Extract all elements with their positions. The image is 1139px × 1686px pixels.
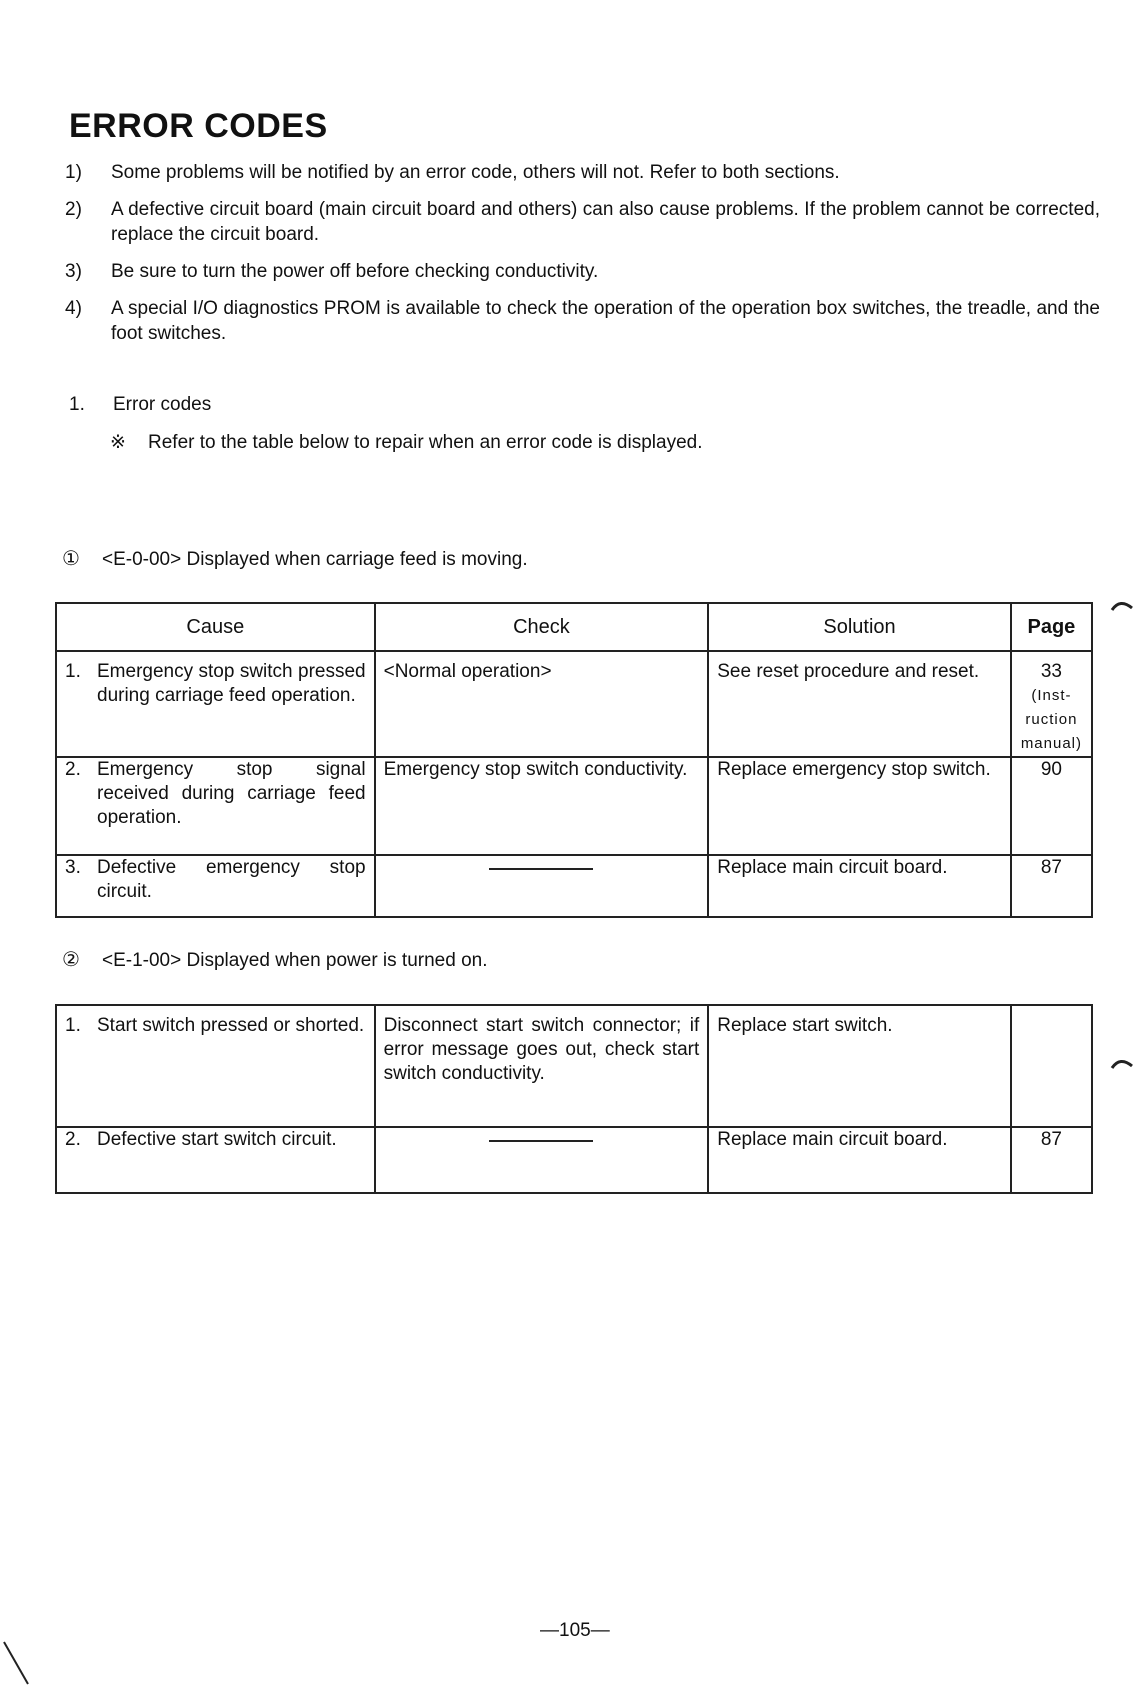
circled-number-icon: ②	[62, 949, 80, 971]
check-cell	[375, 1127, 709, 1193]
solution-cell	[708, 855, 1011, 917]
solution-cell	[708, 757, 1011, 855]
note-number: 4)	[65, 298, 82, 319]
page-number: —105—	[540, 1620, 610, 1641]
check-text: Disconnect start switch connector; if error message goes out, check start switch conductivity.	[383, 1015, 700, 1084]
cause-cell	[56, 1005, 375, 1127]
cause-cell	[56, 855, 375, 917]
check-cell	[375, 855, 709, 917]
solution-cell	[708, 1127, 1011, 1193]
note-item	[65, 296, 1100, 346]
solution-text: Replace main circuit board.	[717, 1129, 948, 1150]
page-cell	[1011, 651, 1092, 757]
table-row	[56, 1005, 1092, 1127]
solution-text: Replace emergency stop switch.	[717, 759, 991, 780]
page-cell	[1011, 855, 1092, 917]
note-number: 3)	[65, 261, 82, 282]
row-number: 2.	[65, 1129, 81, 1150]
reference-mark-icon: ※	[110, 432, 126, 453]
check-cell	[375, 757, 709, 855]
error-table-e000	[55, 602, 1093, 918]
solution-cell	[708, 651, 1011, 757]
check-text: Emergency stop switch conductivity.	[383, 759, 688, 780]
header-cause: Cause	[56, 603, 375, 651]
empty-dash	[489, 1140, 593, 1142]
note-number: 2)	[65, 199, 82, 220]
note-text: A special I/O diagnostics PROM is available to check the operation of the operation box switches, the treadle, and the foot switches.	[111, 298, 1100, 344]
error-code-heading	[62, 947, 488, 972]
note-text: Some problems will be notified by an error code, others will not. Refer to both sections.	[111, 162, 840, 183]
error-code-title: <E-0-00> Displayed when carriage feed is moving.	[102, 549, 528, 570]
error-table-e100	[55, 1004, 1093, 1194]
solution-text: Replace main circuit board.	[717, 857, 948, 878]
header-page-label: Page	[1027, 616, 1076, 638]
scan-corner-line-icon	[2, 1640, 32, 1686]
reference-note	[110, 431, 702, 454]
cause-text: Defective emergency stop circuit.	[97, 857, 366, 902]
row-number: 3.	[65, 857, 81, 878]
section-heading	[69, 394, 211, 416]
cause-cell	[56, 757, 375, 855]
table-row	[56, 855, 1092, 917]
cause-cell	[56, 1127, 375, 1193]
header-page	[1011, 603, 1092, 651]
solution-text: See reset procedure and reset.	[717, 661, 980, 682]
table-row	[56, 1127, 1092, 1193]
scan-artifact-icon	[1108, 596, 1136, 614]
cause-text: Start switch pressed or shorted.	[97, 1015, 365, 1036]
cause-text: Emergency stop signal received during carriage feed operation.	[97, 759, 366, 828]
cause-text: Defective start switch circuit.	[97, 1129, 337, 1150]
page-value: 33	[1040, 661, 1062, 682]
circled-number-icon: ①	[62, 548, 80, 570]
table-row	[56, 757, 1092, 855]
row-number: 1.	[65, 661, 81, 682]
page-value: 87	[1040, 857, 1062, 878]
page-cell	[1011, 1005, 1092, 1127]
page-cell	[1011, 1127, 1092, 1193]
header-check: Check	[375, 603, 709, 651]
scan-artifact-icon	[1108, 1054, 1136, 1072]
row-number: 1.	[65, 1015, 81, 1036]
page-note: (Inst- ruction manual)	[1020, 687, 1083, 752]
cause-cell	[56, 651, 375, 757]
solution-cell	[708, 1005, 1011, 1127]
reference-text: Refer to the table below to repair when an error code is displayed.	[148, 432, 703, 453]
table-row	[56, 651, 1092, 757]
row-number: 2.	[65, 759, 81, 780]
check-cell	[375, 1005, 709, 1127]
cause-text: Emergency stop switch pressed during carriage feed operation.	[97, 661, 366, 706]
solution-text: Replace start switch.	[717, 1015, 893, 1036]
empty-dash	[489, 868, 593, 870]
note-text: Be sure to turn the power off before checking conductivity.	[111, 261, 599, 282]
note-text: A defective circuit board (main circuit board and others) can also cause problems. If the problem cannot be corrected, replace the circuit board.	[111, 199, 1100, 245]
page-cell	[1011, 757, 1092, 855]
error-code-title: <E-1-00> Displayed when power is turned on.	[102, 950, 488, 971]
note-item	[65, 197, 1100, 247]
section-label: Error codes	[113, 394, 212, 415]
section-number: 1.	[69, 394, 85, 415]
note-number: 1)	[65, 162, 82, 183]
page-value: 90	[1040, 759, 1062, 780]
header-solution: Solution	[708, 603, 1011, 651]
page-value: 87	[1040, 1129, 1062, 1150]
error-code-heading	[62, 546, 528, 571]
check-text: <Normal operation>	[383, 661, 552, 682]
table-header-row	[56, 603, 1092, 651]
note-item	[65, 259, 1100, 284]
check-cell	[375, 651, 709, 757]
page-title: ERROR CODES	[69, 107, 328, 145]
note-item	[65, 160, 1100, 185]
notes-list	[65, 160, 1100, 358]
